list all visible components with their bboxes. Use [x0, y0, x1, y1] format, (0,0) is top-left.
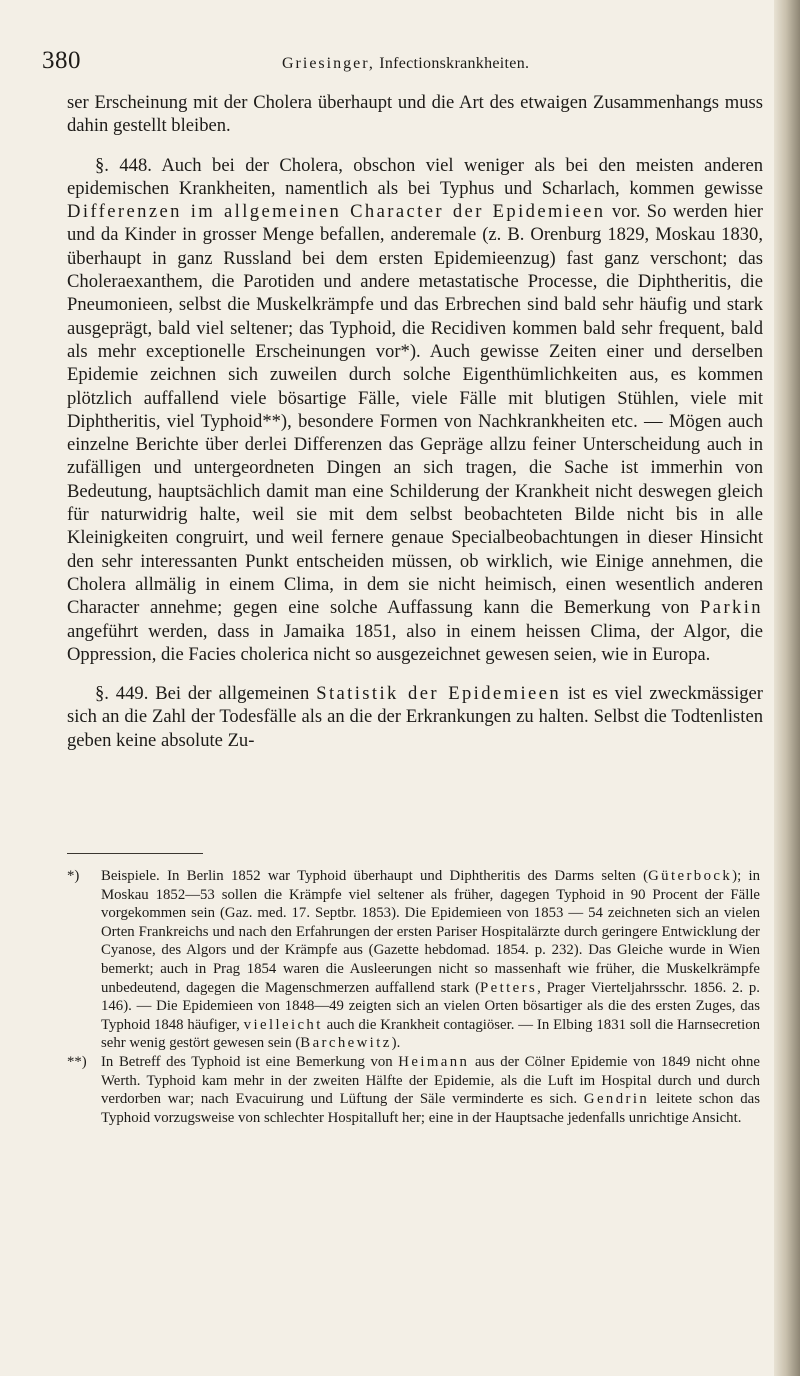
author-name: Heimann: [398, 1053, 470, 1070]
footnote-1: [67, 867, 760, 1053]
author-name: Güterbock: [648, 868, 733, 884]
footnote-text: auch die Krankheit contagiöser. — In Elbing 1831 soll die Harnsecretion sehr wenig gestört gewesen sein (: [101, 1016, 760, 1052]
spaced-emphasis: vielleicht: [243, 1016, 323, 1033]
footnote-marker: **): [67, 1053, 87, 1070]
running-head-title: Infectionskrankheiten.: [379, 55, 530, 72]
author-name: Parkin: [700, 597, 763, 619]
paragraph-text: ser Erscheinung mit der Cholera überhaupt und die Art des etwaigen Zusammenhangs muss dahin gestellt bleiben.: [67, 92, 763, 137]
paragraph-text: angeführt werden, dass in Jamaika 1851, also in einem heissen Clima, der Algor, die Oppression, die Facies cholerica nicht so ausgezeichnet gewesen seien, wie in Europa.: [67, 620, 763, 665]
paragraph-text: ist es viel zweckmässiger sich an die Zahl der Todesfälle als an die der Erkrankungen zu halten. Selbst die Todtenlisten geben keine absolute Zu-: [67, 683, 763, 751]
footnote-text: ).: [391, 1035, 401, 1052]
paragraph-continuation: [67, 91, 763, 138]
footnote-marker: *): [67, 868, 80, 884]
running-header: [42, 47, 762, 81]
footnotes: [67, 867, 760, 1127]
footnote-text: aus der Cölner Epidemie von 1849 nicht ohne Werth. Typhoid kam mehr in der zweiten Hälfte der Epidemie, als die Luft im Hospital durch und durch verdorben war; nach Evacuirung und Lüftung der Säle verminderte es sich.: [101, 1053, 760, 1108]
running-head-author: Griesinger,: [282, 55, 375, 72]
paragraph-text: §. 448. Auch bei der Cholera, obschon viel weniger als bei den meisten anderen epidemischen Krankheiten, namentlich als bei Typhus und Scharlach, kommen gewisse: [67, 154, 763, 199]
author-name: Petters: [480, 979, 538, 996]
footnote-rule: [67, 853, 203, 854]
footnote-text: In Betreff des Typhoid ist eine Bemerkung von: [101, 1053, 399, 1070]
footnote-text: leitete schon das Typhoid vorzugsweise von schlechter Hospitalluft her; eine in der Hauptsache jedenfalls unrichtige Ansicht.: [101, 1091, 760, 1126]
page-edge-shadow: [774, 0, 800, 1376]
running-head: [282, 55, 529, 73]
footnote-2: [67, 1053, 760, 1127]
footnote-text: , Prager Vierteljahrsschr. 1856. 2. p. 146). — Die Epidemieen von 1848—49 zeigten sich an vielen Orten bösartiger als die des ersten Zuges, das Typhoid 1848 häufiger,: [101, 979, 760, 1033]
main-text: [67, 91, 763, 752]
paragraph-text: §. 449. Bei der allgemeinen: [95, 683, 317, 705]
spaced-emphasis: Differenzen im allgemeinen Character der Epidemieen: [67, 201, 606, 223]
spaced-emphasis: Statistik der Epidemieen: [316, 683, 562, 705]
footnote-text: ); in Moskau 1852—53 sollen die Krämpfe viel seltener als früher, dagegen Typhoid in 90 Procent der Fälle vorgekommen sein (Gaz. med. 17. Septbr. 1853). Die Epidemieen von 1853 — 54 zeichneten sich an vielen Orten Frankreichs und nach den Erfahrungen der ersten Pariser Hospitalärzte durch geringere Entwicklung der Cyanose, des Algors und der Krämpfe aus (Gazette hebdomad. 1854. p. 232). Das Gleiche wurde in Wien bemerkt; auch in Prag 1854 waren die Ausleerungen nicht so massenhaft wie früher, die Muskelkrämpfe unbedeutend, dagegen die Magenschmerzen auffallend stark (: [101, 868, 760, 996]
author-name: Gendrin: [583, 1091, 650, 1108]
author-name: Barchewitz: [300, 1035, 392, 1052]
paragraph-448: [67, 154, 763, 667]
page-number: 380: [42, 47, 81, 74]
paragraph-text: vor. So werden hier und da Kinder in grosser Menge befallen, anderemale (z. B. Orenburg 1829, Moskau 1830, überhaupt in ganz Russland bei dem ersten Epidemieenzug) fast ganz verschont; das Choleraexanthem, die Parotiden und andere metastatische Processe, die Diphtheritis, die Pneumonieen, selbst die Muskelkrämpfe und das Erbrechen sind bald sehr häufig und stark ausgeprägt, bald viel seltener; das Typhoid, die Recidiven kommen bald sehr frequent, bald als mehr exceptionelle Erscheinungen vor*). Auch gewisse Zeiten einer und derselben Epidemie zeichnen sich zuweilen durch solche Eigenthümlichkeiten aus, es kommen plötzlich auffallend viele bösartige Fälle, viele Fälle mit blutigen Stühlen, viele mit Diphtheritis, viel Typhoid**), besondere Formen von Nachkrankheiten etc. — Mögen auch einzelne Berichte über derlei Differenzen das Gepräge allzu feiner Unterscheidung auch in zufälligen und untergeordneten Dingen an sich tragen, die Sache ist immerhin von Bedeutung, hauptsächlich damit man eine Schilderung der Krankheit nicht deswegen gleich für naturwidrig halte, weil sie mit dem selbst beobachteten Bilde nicht bis in alle Kleinigkeiten congruirt, und weil fernere genaue Specialbeobachtungen in dieser Hinsicht den sehr interessanten Punkt entscheiden müssen, ob wirklich, wie Einige annehmen, die Cholera allmälig in einem Clima, in dem sie nicht heimisch, einen wesentlich anderen Character annehme; gegen eine solche Auffassung kann die Bemerkung von: [67, 201, 763, 619]
footnote-text: Beispiele. In Berlin 1852 war Typhoid überhaupt und Diphtheritis des Darms selten (: [101, 868, 649, 884]
paragraph-449: [67, 682, 763, 752]
